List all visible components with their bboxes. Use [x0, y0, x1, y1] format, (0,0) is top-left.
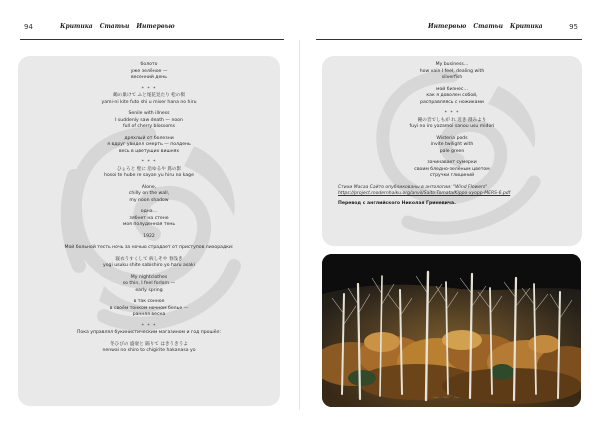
poem-line-japanese: 冬ひびの 盛衰と 隔りて はきうきうよ [110, 341, 188, 347]
poem-line: silverfish [441, 75, 463, 80]
poem-line: одна… [140, 209, 158, 214]
poem-preface: Мой больной тесть ночь за ночью страдает от приступов лихорадки: [64, 245, 234, 250]
nav-item-interview[interactable]: Интервью [136, 23, 175, 30]
source-link[interactable]: https://project.modernhaiku.org/anvil/Saito-Tomata/Kippo-xyopp-MERS-6.pdf [338, 190, 511, 196]
section-nav-left [60, 23, 182, 30]
poem-line-romaji: hosoi te hube re sayan yu hiru no kage [104, 173, 194, 178]
poem-line: Wisteria pods [436, 135, 468, 141]
left-poem-text [18, 62, 280, 355]
photo-watermark: ~ ∽ ~ [432, 393, 461, 403]
poem-line: Senile with illness [128, 111, 170, 116]
poem-line-romaji: fuyi no iro yazamoi sanou usu midori [409, 124, 495, 129]
poem-line: early spring [135, 287, 163, 293]
poem-line-japanese: ひょろと 壁に 沿ゆるや 蔦の影 [116, 166, 182, 172]
year-heading: 1922 [143, 233, 155, 239]
section-nav-right [428, 23, 550, 30]
poem-line-romaji: yogi usuku shite sabishiro yo haru asaki [103, 263, 195, 268]
poem-preface: Пока управлял букинистическим магазином и год прошёл: [76, 330, 222, 335]
section-separator: * * * [141, 323, 157, 329]
poem-line: дряхлый от болезни [124, 135, 174, 141]
poem-line: My nightclothes [130, 274, 168, 280]
nav-item-interview[interactable]: Интервью [428, 23, 467, 30]
poem-line: зачинавает сумерки [427, 160, 477, 165]
poem-line: мой бизнес… [436, 86, 468, 92]
poem-line: invite twilight with [430, 142, 474, 147]
poem-line: своим бледно-зелёным цветом [414, 166, 490, 172]
poem-line: уже зелёное — [130, 68, 168, 74]
section-separator: * * * [141, 160, 157, 165]
translator-credit: Перевод с английского Николая Гриневича. [338, 200, 456, 206]
section-separator: * * * [141, 86, 157, 92]
nav-item-kritika[interactable]: Критика [60, 23, 93, 30]
page-gutter [299, 40, 300, 410]
poem-line-romaji: nenwai no shiro to chigirite hakanasa yo [102, 348, 196, 353]
poem-line: как я доволен собой, [426, 93, 478, 98]
publication-note: Стихи Масаа Сайто опубликованы в антологии: "Wind Flowers" [338, 184, 488, 190]
poem-line: my noon shadow [129, 197, 169, 203]
birch-forest-photo [322, 254, 581, 407]
poem-line: chilly on the wall, [128, 191, 170, 196]
poem-line: весенний день [130, 75, 168, 80]
poem-line: зябнет на стене [129, 215, 169, 221]
section-separator: * * * [444, 111, 460, 116]
header-right [316, 18, 582, 40]
poem-line: я вдруг увидел смерть — полдень [107, 142, 191, 147]
poem-line: Alone, [141, 184, 157, 190]
poem-line: I suddenly saw death — noon [115, 117, 183, 123]
nav-item-stati[interactable]: Статьи [99, 23, 130, 30]
poem-line: how vain I feel, dealing with [419, 68, 485, 74]
poem-line-japanese: 鶴の巣けて ふと尾花見たり 松の嶺 [113, 93, 185, 98]
poem-line-japanese: 寝衣うすくして 病しそや 春浅き [115, 256, 183, 262]
poem-line-romaji: yami-ni kite futo shi u miser hana no hiru [101, 99, 197, 105]
poem-line: стручки глициний [429, 173, 475, 178]
poem-line: в своём тонком ночном белье — [109, 305, 189, 311]
poem-line: болото [140, 62, 158, 67]
poem-line: My business… [435, 62, 469, 67]
poem-line: ранняя весна [132, 312, 166, 317]
poem-line: моя полуденная тень [122, 222, 176, 227]
nav-item-kritika[interactable]: Критика [510, 23, 543, 30]
right-poem-text [322, 62, 582, 207]
page-number-left: 94 [24, 23, 33, 31]
forest-image [322, 254, 581, 407]
poem-line: so thin, I feel forlorn — [122, 281, 176, 286]
header-left [20, 18, 284, 40]
left-poem-panel [18, 56, 280, 406]
poem-line: весь в цветущих вишнях [118, 148, 180, 154]
right-poem-panel [322, 56, 582, 246]
page-number-right: 95 [569, 23, 578, 31]
nav-item-stati[interactable]: Статьи [473, 23, 503, 30]
poem-line: расправляясь с ножиками [420, 99, 484, 105]
poem-line-japanese: 鐘の音でしもが れ 近き 澄みより [417, 117, 487, 123]
poem-line: в так сонное [133, 299, 165, 304]
poem-line: pale green [439, 148, 465, 154]
poem-line: full of cherry blossoms [122, 124, 176, 129]
